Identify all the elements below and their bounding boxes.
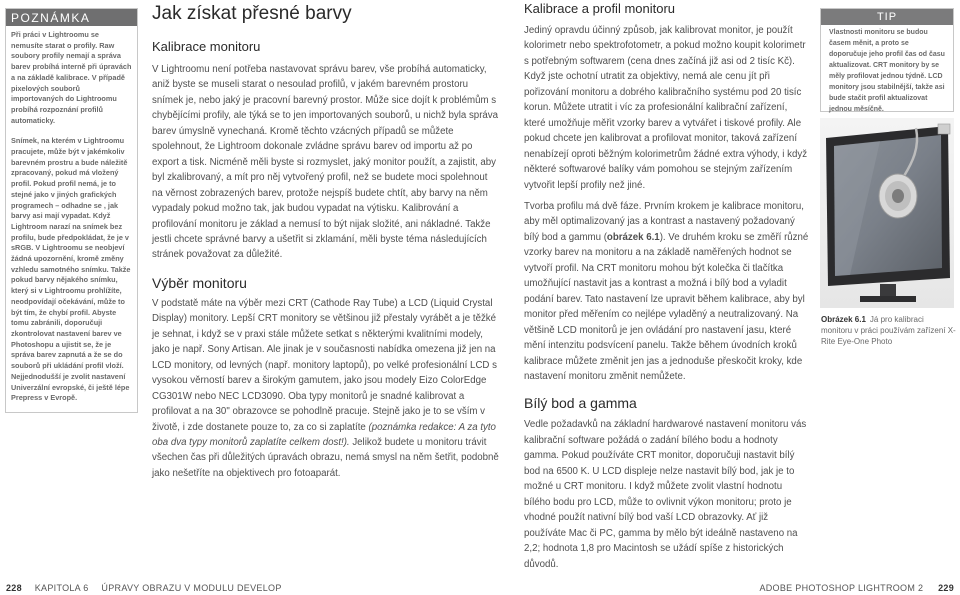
note-title: POZNÁMKA — [6, 9, 137, 26]
note-box — [5, 8, 138, 413]
footer-left — [6, 583, 282, 593]
footer-right — [759, 583, 954, 593]
figure-caption — [821, 314, 956, 347]
tip-box — [820, 8, 954, 112]
page-number-right: 229 — [938, 583, 954, 593]
body-paragraph: Jediný opravdu účinný způsob, jak kalibrovat monitor, je použít kolorimetr nebo spektrofotometr, a pokud možno koupit kolorimetr s potřebným softwarem (cena dnes začíná již asi od 2 tisíc Kč). Když jste ochotní utratit za objektivy, nemá ale cenu jít při pořizování monitoru a dobrého kalibračního systému pod 20 tisíc korun. Můžete utratit i víc za profesionální kalibrační zařízení, které umožňuje měřit vzorky barev a vytvářet i tiskové profily. Ale pokud chcete jen kalibrovat a profilovat monitor, taková zařízení nenabízejí oproti běžným kolorimetrům žádné extra výhody, i když některé softwarové balíky vám pomohou se stejným zařízením vytvořit lepší profily než jiné. — [524, 25, 808, 191]
chapter-label: KAPITOLA 6 — [34, 583, 89, 593]
editor-note: (poznámka redakce: A za tyto oba dva typy monitorů zaplatíte celkem dost!). — [152, 421, 496, 448]
body-text: Jelikož budete u monitoru trávit všechen čas při důležitých úpravách obrazu, nemá smysl na něm šetřit, podobně jako nešetříte na objektivech pro fotoaparát. — [152, 436, 499, 479]
body-text: Tvorba profilu má dvě fáze. Prvním krokem je kalibrace monitoru, aby měl optimalizovaný jas a kontrast a nastavený požadovaný bílý bod a gammu ( — [524, 200, 804, 243]
body-paragraph — [524, 199, 809, 384]
monitor-calibration-photo — [820, 118, 954, 308]
column-right — [524, 0, 809, 572]
caption-text: Já pro kalibraci monitoru v práci používám zařízení X-Rite Eye-One Photo — [821, 315, 956, 346]
body-paragraph: V Lightroomu není potřeba nastavovat správu barev, vše probíhá automaticky, aniž byste se museli starat o nesoulad profilů, v jakém barevném prostoru snímek je, nebo jaký je pracovní barevný prostor. Může sice dojít k problémům s chybějícími profily, ale týká se to jen importovaných souborů, u nichž byla správa barev úmyslně vynechaná. Kromě těchto vzácných případů se můžete spolehnout, že Lightroom dokonale zvládne správu barev od importu až po export a tisk. Nicméně měli byste si rozmyslet, jaký monitor použít, a zajistit, aby byl zkalibrovaný, a mít pro něj vytvořený profil, než se budete moci spolehnout na věrnost zobrazených barev, protože nejspíš budete chtít, aby barvy na něm vypadaly pokud možno tak, jak budou vypadat na výtisku. Kalibrování a profilování monitoru je základ a nemusí to být nijak složité, ani nákladné. Takže jestli chcete správné barvy a ušetřit si zklamání, měli byste téma následujících stránek považovat za důležité. — [152, 64, 499, 261]
body-paragraph — [152, 296, 500, 481]
monitor-icon — [820, 118, 954, 308]
note-paragraph: Snímek, na kterém v Lightroomu pracujete, může být v jakémkoliv barevném prostru a bude náležitě zpracovaný, pokud má vložený profil. Pokud profil nemá, je to stejné jako v jiných grafických programech – odhadne se , jak barvy asi mají vypadat. Když Lightroom narazí na snímek bez profilu, bude předpokládat, že je v sRGB. V Lightroomu se neobjeví žádná upozornění, kromě změny vzhledu samotného snímku. Takže pokud barvy nějakého snímku, který si v Lightroomu prohlížíte, neodpovídají očekávání, může to být tím, že chybí profil. Abyste tomu zabránili, doporučuji zkontrolovat nastavení barev ve Photoshopu a ujistit se, že je správa barev zapnutá a že se do souborů při ukládání profil vloží. Nejjednodušší je zvolit nastavení Univerzální evropské, či ještě lépe Prepress v Evropě. — [11, 136, 131, 403]
page-title: Jak získat přesné barvy — [152, 3, 352, 24]
note-paragraph: Při práci v Lightroomu se nemusíte starat o profily. Raw soubory profily nemají a správa barev probíhá interně při úpravách a na základě kalibrace. V případě pixelových souborů importovaných do Lightroomu probíhá rozpoznání profilů automaticky. — [11, 30, 132, 125]
section-title-calibration: Kalibrace monitoru — [152, 39, 261, 54]
chapter-title: ÚPRAVY OBRAZU V MODULU DEVELOP — [101, 583, 282, 593]
tip-title: TIP — [821, 9, 953, 25]
tip-text: Vlastnosti monitoru se budou časem měnit, a proto se doporučuje jeho profil čas od času aktualizovat. CRT monitory by se měly profilovat jednou týdně. LCD monitory jsou stabilnější, takže asi bude stačit profil aktualizovat jednou měsíčně. — [829, 29, 945, 113]
column-left — [152, 0, 500, 481]
section-title-profile: Kalibrace a profil monitoru — [524, 1, 676, 16]
caption-label: Obrázek 6.1 — [821, 315, 866, 324]
figure-reference: obrázek 6.1 — [606, 231, 660, 243]
section-title-monitor-choice: Výběr monitoru — [152, 274, 247, 291]
book-title: ADOBE PHOTOSHOP LIGHTROOM 2 — [759, 583, 924, 593]
section-title-white-point: Bílý bod a gamma — [524, 395, 637, 412]
body-text: ). Ve druhém kroku se změří různé vzorky barev na monitoru a na základě naměřených hodnot se vytvoří profil. Na CRT monitoru mohou být kolečka či tlačítka umožňující nastavit jas a kontrast a možná i bílý bod a vyladit podání barev. Tato nastavení lze upravit během kalibrace, aby byl monitor před měřením co nejlépe vyladěný a neutralizovaný. Na většině LCD monitorů je jen ovládání pro nastavení jasu, které mění intenzitu podsvícení panelu. Takže během úvodních kroků kalibrace můžete změnit jen jas a jednoduše přeskočit kroky, kde nastavení monitoru změnit nemůžete. — [524, 231, 809, 382]
body-paragraph: Vedle požadavků na základní hardwarové nastavení monitoru vás kalibrační software požádá o zadání bílého bodu a hodnoty gamma. Pokud používáte CRT monitor, doporučuji nastavit bílý bod na 6500 K. U LCD displeje nelze nastavit bílý bod, jak je to možné u CRT monitoru. I když můžete zvolit vlastní hodnotu bílého bodu pro LCD, může to ovlivnit výkon monitoru; proto je vhodné použít nativní bílý bod vaší LCD obrazovky. Ať již používáte Mac či PC, gamma by mělo být ideálně nastaveno na 2,2; hodnota 1,8 pro Macintosh se užádí spíše z historických důvodů. — [524, 419, 807, 570]
page-number-left: 228 — [6, 583, 22, 593]
body-text: V podstatě máte na výběr mezi CRT (Cathode Ray Tube) a LCD (Liquid Crystal Display) monitory. Lepší CRT monitory se většinou již přestaly vyrábět a je těžké je sehnat, i když se v praxi stále můžete setkat s některými kvalitními modely, jako je např. Sony Artisan. Ale jinak je v současnosti nabídka omezena již jen na LCD monitory, od levných (např. monitory laptopů), po velké profesionální LCD s vysokou věrností barev a širokým gamutem, jako jsou modely Eizo ColorEdge CG301W nebo NEC LCD3090. Oba typy monitorů je snadné kalibrovat a profilovat a na 30" obrazovce se pohodlně pracuje. Stejně jako je to se vším v životě, i zde dostanete pouze to, za co si zaplatíte — [152, 297, 497, 433]
note-text — [6, 26, 137, 404]
